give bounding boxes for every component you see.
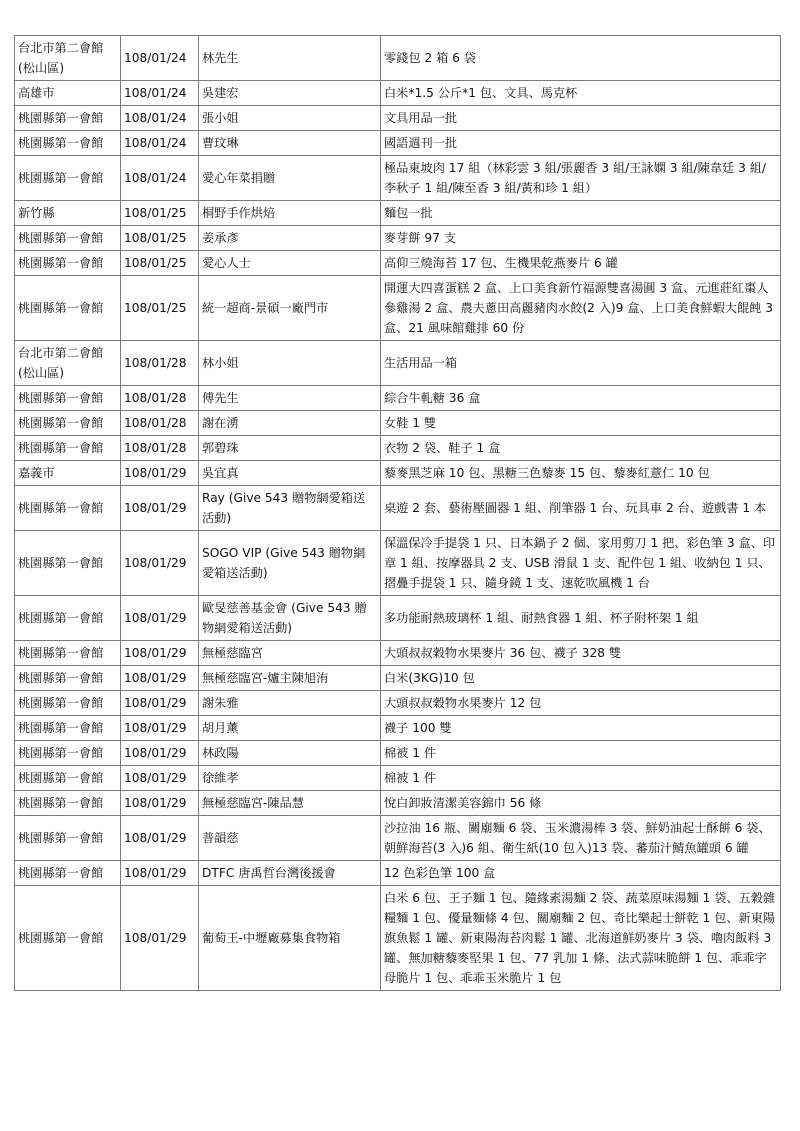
donation-table-body [15, 36, 781, 991]
donor-cell: 曹玟琳 [199, 131, 381, 156]
location-cell: 桃園縣第一會館 [15, 106, 121, 131]
items-cell: 國語週刊一批 [381, 131, 781, 156]
donor-cell: 徐維孝 [199, 766, 381, 791]
table-row [15, 436, 781, 461]
donor-cell: 謝在湧 [199, 411, 381, 436]
items-cell: 白米(3KG)10 包 [381, 666, 781, 691]
donor-cell: 無極慈臨宮-陳品慧 [199, 791, 381, 816]
date-cell: 108/01/25 [121, 226, 199, 251]
donor-cell: 傅先生 [199, 386, 381, 411]
date-cell: 108/01/29 [121, 741, 199, 766]
items-cell: 12 色彩色筆 100 盒 [381, 861, 781, 886]
table-row [15, 486, 781, 531]
items-cell: 文具用品一批 [381, 106, 781, 131]
donor-cell: 郭碧珠 [199, 436, 381, 461]
donor-cell: 吳建宏 [199, 81, 381, 106]
date-cell: 108/01/29 [121, 816, 199, 861]
table-row [15, 691, 781, 716]
items-cell: 棉被 1 件 [381, 766, 781, 791]
items-cell: 高仰三燒海苔 17 包、生機果乾燕麥片 6 罐 [381, 251, 781, 276]
table-row [15, 341, 781, 386]
location-cell: 桃園縣第一會館 [15, 411, 121, 436]
date-cell: 108/01/25 [121, 201, 199, 226]
location-cell: 桃園縣第一會館 [15, 251, 121, 276]
items-cell: 麥芽餅 97 支 [381, 226, 781, 251]
items-cell: 保溫保冷手提袋 1 只、日本鍋子 2 個、家用剪刀 1 把、彩色筆 3 盒、印章 1 組、按摩器具 2 支、USB 滑鼠 1 支、配件包 1 組、收納包 1 只、摺疊手提袋 1 只、隨身鏡 1 支、速乾吹風機 1 台 [381, 531, 781, 596]
donor-cell: 林先生 [199, 36, 381, 81]
location-cell: 桃園縣第一會館 [15, 691, 121, 716]
location-cell: 台北市第二會館(松山區) [15, 341, 121, 386]
date-cell: 108/01/29 [121, 716, 199, 741]
date-cell: 108/01/24 [121, 131, 199, 156]
table-row [15, 131, 781, 156]
location-cell: 桃園縣第一會館 [15, 226, 121, 251]
donor-cell: 無極慈臨宮 [199, 641, 381, 666]
date-cell: 108/01/28 [121, 386, 199, 411]
donor-cell: DTFC 唐禹哲台灣後援會 [199, 861, 381, 886]
items-cell: 綜合牛軋糖 36 盒 [381, 386, 781, 411]
date-cell: 108/01/25 [121, 251, 199, 276]
location-cell: 桃園縣第一會館 [15, 666, 121, 691]
items-cell: 生活用品一箱 [381, 341, 781, 386]
items-cell: 多功能耐熱玻璃杯 1 組、耐熱食器 1 組、杯子附杯架 1 組 [381, 596, 781, 641]
location-cell: 桃園縣第一會館 [15, 276, 121, 341]
donor-cell: 葡萄王-中壢廠募集食物箱 [199, 886, 381, 991]
date-cell: 108/01/24 [121, 106, 199, 131]
table-row [15, 861, 781, 886]
location-cell: 高雄市 [15, 81, 121, 106]
table-row [15, 816, 781, 861]
donor-cell: 林政陽 [199, 741, 381, 766]
location-cell: 桃園縣第一會館 [15, 596, 121, 641]
donor-cell: 愛心年菜捐贈 [199, 156, 381, 201]
donor-cell: 謝朱雅 [199, 691, 381, 716]
items-cell: 白米 6 包、王子麵 1 包、隨緣素湯麵 2 袋、蔬菜原味湯麵 1 袋、五穀雜糧麵 1 包、優量麵條 4 包、關廟麵 2 包、奇比樂起士餅乾 1 包、新東陽旗魚鬆 1 罐、新東陽海苔肉鬆 1 罐、北海道鮮奶麥片 3 袋、嚕肉飯料 3 罐、無加糖藜麥堅果 1 包、77 乳加 1 條、法式蒜味脆餅 1 包、乖乖字母脆片 1 包、乖乖玉米脆片 1 包 [381, 886, 781, 991]
table-row [15, 201, 781, 226]
items-cell: 桌遊 2 套、藝術壓圖器 1 組、削筆器 1 台、玩具車 2 台、遊戲書 1 本 [381, 486, 781, 531]
donation-table [14, 35, 781, 991]
date-cell: 108/01/29 [121, 766, 199, 791]
location-cell: 桃園縣第一會館 [15, 816, 121, 861]
table-row [15, 226, 781, 251]
date-cell: 108/01/29 [121, 691, 199, 716]
date-cell: 108/01/28 [121, 411, 199, 436]
table-row [15, 386, 781, 411]
donor-cell: Ray (Give 543 贈物網愛箱送活動) [199, 486, 381, 531]
date-cell: 108/01/29 [121, 486, 199, 531]
location-cell: 台北市第二會館(松山區) [15, 36, 121, 81]
table-row [15, 81, 781, 106]
document-page [14, 35, 781, 991]
donor-cell: 統一超商-景碩一廠門市 [199, 276, 381, 341]
items-cell: 大頭叔叔穀物水果麥片 36 包、襪子 328 雙 [381, 641, 781, 666]
table-row [15, 36, 781, 81]
table-row [15, 641, 781, 666]
date-cell: 108/01/29 [121, 791, 199, 816]
date-cell: 108/01/24 [121, 156, 199, 201]
location-cell: 桃園縣第一會館 [15, 531, 121, 596]
donor-cell: 愛心人士 [199, 251, 381, 276]
donor-cell: 姜承彥 [199, 226, 381, 251]
table-row [15, 106, 781, 131]
donor-cell: 歐旻慈善基金會 (Give 543 贈物網愛箱送活動) [199, 596, 381, 641]
table-row [15, 411, 781, 436]
date-cell: 108/01/29 [121, 886, 199, 991]
location-cell: 桃園縣第一會館 [15, 716, 121, 741]
date-cell: 108/01/28 [121, 341, 199, 386]
location-cell: 桃園縣第一會館 [15, 741, 121, 766]
date-cell: 108/01/24 [121, 81, 199, 106]
items-cell: 大頭叔叔穀物水果麥片 12 包 [381, 691, 781, 716]
donor-cell: 吳宜真 [199, 461, 381, 486]
items-cell: 衣物 2 袋、鞋子 1 盒 [381, 436, 781, 461]
location-cell: 桃園縣第一會館 [15, 641, 121, 666]
table-row [15, 716, 781, 741]
donor-cell: 無極慈臨宮-爐主陳旭洧 [199, 666, 381, 691]
table-row [15, 791, 781, 816]
location-cell: 桃園縣第一會館 [15, 766, 121, 791]
location-cell: 桃園縣第一會館 [15, 861, 121, 886]
date-cell: 108/01/29 [121, 641, 199, 666]
items-cell: 藜麥黑芝麻 10 包、黑糖三色藜麥 15 包、藜麥紅薏仁 10 包 [381, 461, 781, 486]
date-cell: 108/01/24 [121, 36, 199, 81]
table-row [15, 531, 781, 596]
location-cell: 桃園縣第一會館 [15, 156, 121, 201]
table-row [15, 251, 781, 276]
items-cell: 零錢包 2 箱 6 袋 [381, 36, 781, 81]
items-cell: 白米*1.5 公斤*1 包、文具、馬克杯 [381, 81, 781, 106]
donor-cell: SOGO VIP (Give 543 贈物網愛箱送活動) [199, 531, 381, 596]
items-cell: 女鞋 1 雙 [381, 411, 781, 436]
location-cell: 嘉義市 [15, 461, 121, 486]
date-cell: 108/01/29 [121, 666, 199, 691]
items-cell: 麵包一批 [381, 201, 781, 226]
location-cell: 桃園縣第一會館 [15, 886, 121, 991]
location-cell: 桃園縣第一會館 [15, 386, 121, 411]
items-cell: 沙拉油 16 瓶、關廟麵 6 袋、玉米濃湯棒 3 袋、鮮奶油起士酥餅 6 袋、朝鮮海苔(3 入)6 組、衛生紙(10 包入)13 袋、蕃茄汁鯖魚罐頭 6 罐 [381, 816, 781, 861]
location-cell: 桃園縣第一會館 [15, 486, 121, 531]
donor-cell: 桐野手作烘焙 [199, 201, 381, 226]
items-cell: 開運大四喜蛋糕 2 盒、上口美食新竹福源雙喜湯圓 3 盒、元進莊紅棗人參雞湯 2 盒、農夫蔥田高麗豬肉水餃(2 入)9 盒、上口美食鮮蝦大餛飩 3 盒、21 風味館雞排 60 份 [381, 276, 781, 341]
location-cell: 桃園縣第一會館 [15, 791, 121, 816]
location-cell: 桃園縣第一會館 [15, 131, 121, 156]
donor-cell: 林小姐 [199, 341, 381, 386]
table-row [15, 886, 781, 991]
items-cell: 棉被 1 件 [381, 741, 781, 766]
table-row [15, 276, 781, 341]
date-cell: 108/01/29 [121, 461, 199, 486]
date-cell: 108/01/29 [121, 531, 199, 596]
location-cell: 桃園縣第一會館 [15, 436, 121, 461]
table-row [15, 766, 781, 791]
table-row [15, 461, 781, 486]
table-row [15, 596, 781, 641]
date-cell: 108/01/25 [121, 276, 199, 341]
items-cell: 極品東坡肉 17 組（林彩雲 3 組/張麗香 3 組/王詠嫻 3 組/陳韋廷 3 組/李秋子 1 組/陳至香 3 組/黃和珍 1 組） [381, 156, 781, 201]
table-row [15, 156, 781, 201]
items-cell: 襪子 100 雙 [381, 716, 781, 741]
donor-cell: 普韻慈 [199, 816, 381, 861]
donor-cell: 張小姐 [199, 106, 381, 131]
date-cell: 108/01/28 [121, 436, 199, 461]
date-cell: 108/01/29 [121, 861, 199, 886]
donor-cell: 胡月薰 [199, 716, 381, 741]
items-cell: 悅白卸妝清潔美容錦巾 56 條 [381, 791, 781, 816]
date-cell: 108/01/29 [121, 596, 199, 641]
table-row [15, 666, 781, 691]
location-cell: 新竹縣 [15, 201, 121, 226]
table-row [15, 741, 781, 766]
